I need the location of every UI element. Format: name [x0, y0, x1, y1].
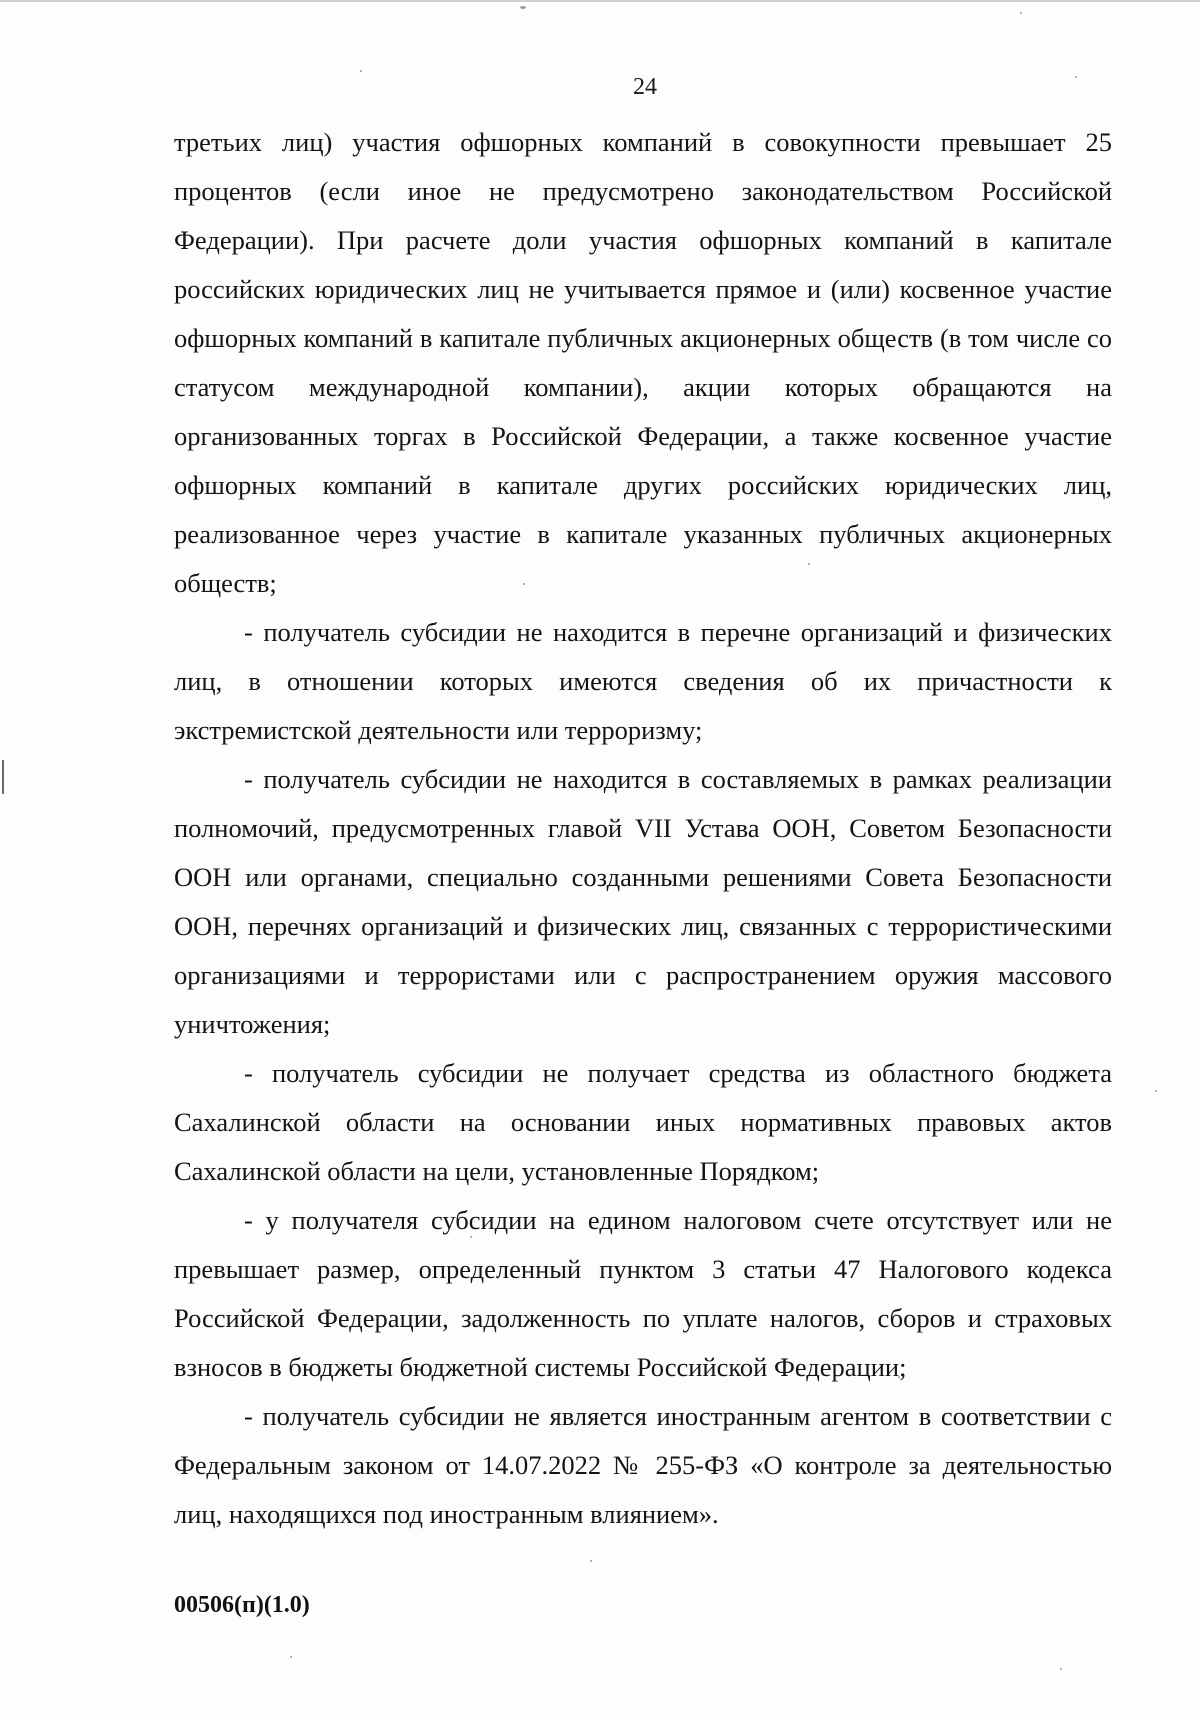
document-footer-code: 00506(п)(1.0) — [174, 1592, 310, 1618]
scan-speck — [520, 6, 526, 9]
scan-speck — [590, 1560, 592, 1562]
paragraph-offshore-participation: третьих лиц) участия офшорных компаний в совокупности превышает 25 процентов (если иное не предусмотрено законодательством Российской Федерации). При расчете доли участия офшорных компаний в капитале российских юридических лиц не учитывается прямое и (или) косвенное участие офшорных компаний в капитале публичных акционерных обществ (в том числе со статусом международной компании), акции которых обращаются на организованных торгах в Российской Федерации, а также косвенное участие офшорных компаний в капитале других российских юридических лиц, реализованное через участие в капитале указанных публичных акционерных обществ; — [174, 127, 1112, 598]
paragraph-extremism-list: - получатель субсидии не находится в перечне организаций и физических лиц, в отношении которых имеются сведения об их причастности к экстремистской деятельности или терроризму; — [174, 617, 1112, 745]
document-body — [174, 118, 1112, 1539]
scan-speck — [1020, 12, 1022, 14]
scan-speck — [1155, 1090, 1157, 1092]
scan-speck — [290, 1656, 292, 1658]
paragraph-regional-budget: - получатель субсидии не получает средства из областного бюджета Сахалинской области на основании иных нормативных правовых актов Сахалинской области на цели, установленные Порядком; — [174, 1058, 1112, 1186]
paragraph-foreign-agent: - получатель субсидии не является иностранным агентом в соответствии с Федеральным законом от 14.07.2022 № 255-ФЗ «О контроле за деятельностью лиц, находящихся под иностранным влиянием». — [174, 1401, 1112, 1529]
scan-edge-mark — [2, 760, 4, 794]
paragraph-un-sanctions-list: - получатель субсидии не находится в составляемых в рамках реализации полномочий, предусмотренных главой VII Устава ООН, Советом Безопасности ООН или органами, специально созданными решениями Совета Безопасности ООН, перечнях организаций и физических лиц, связанных с террористическими организациями и террористами или с распространением оружия массового уничтожения; — [174, 764, 1112, 1039]
scan-speck — [360, 70, 362, 72]
scan-speck — [1060, 1668, 1062, 1670]
scan-top-edge — [0, 0, 1200, 2]
page-number: 24 — [633, 74, 657, 100]
paragraph-tax-debt: - у получателя субсидии на едином налоговом счете отсутствует или не превышает размер, определенный пунктом 3 статьи 47 Налогового кодекса Российской Федерации, задолженность по уплате налогов, сборов и страховых взносов в бюджеты бюджетной системы Российской Федерации; — [174, 1205, 1112, 1382]
